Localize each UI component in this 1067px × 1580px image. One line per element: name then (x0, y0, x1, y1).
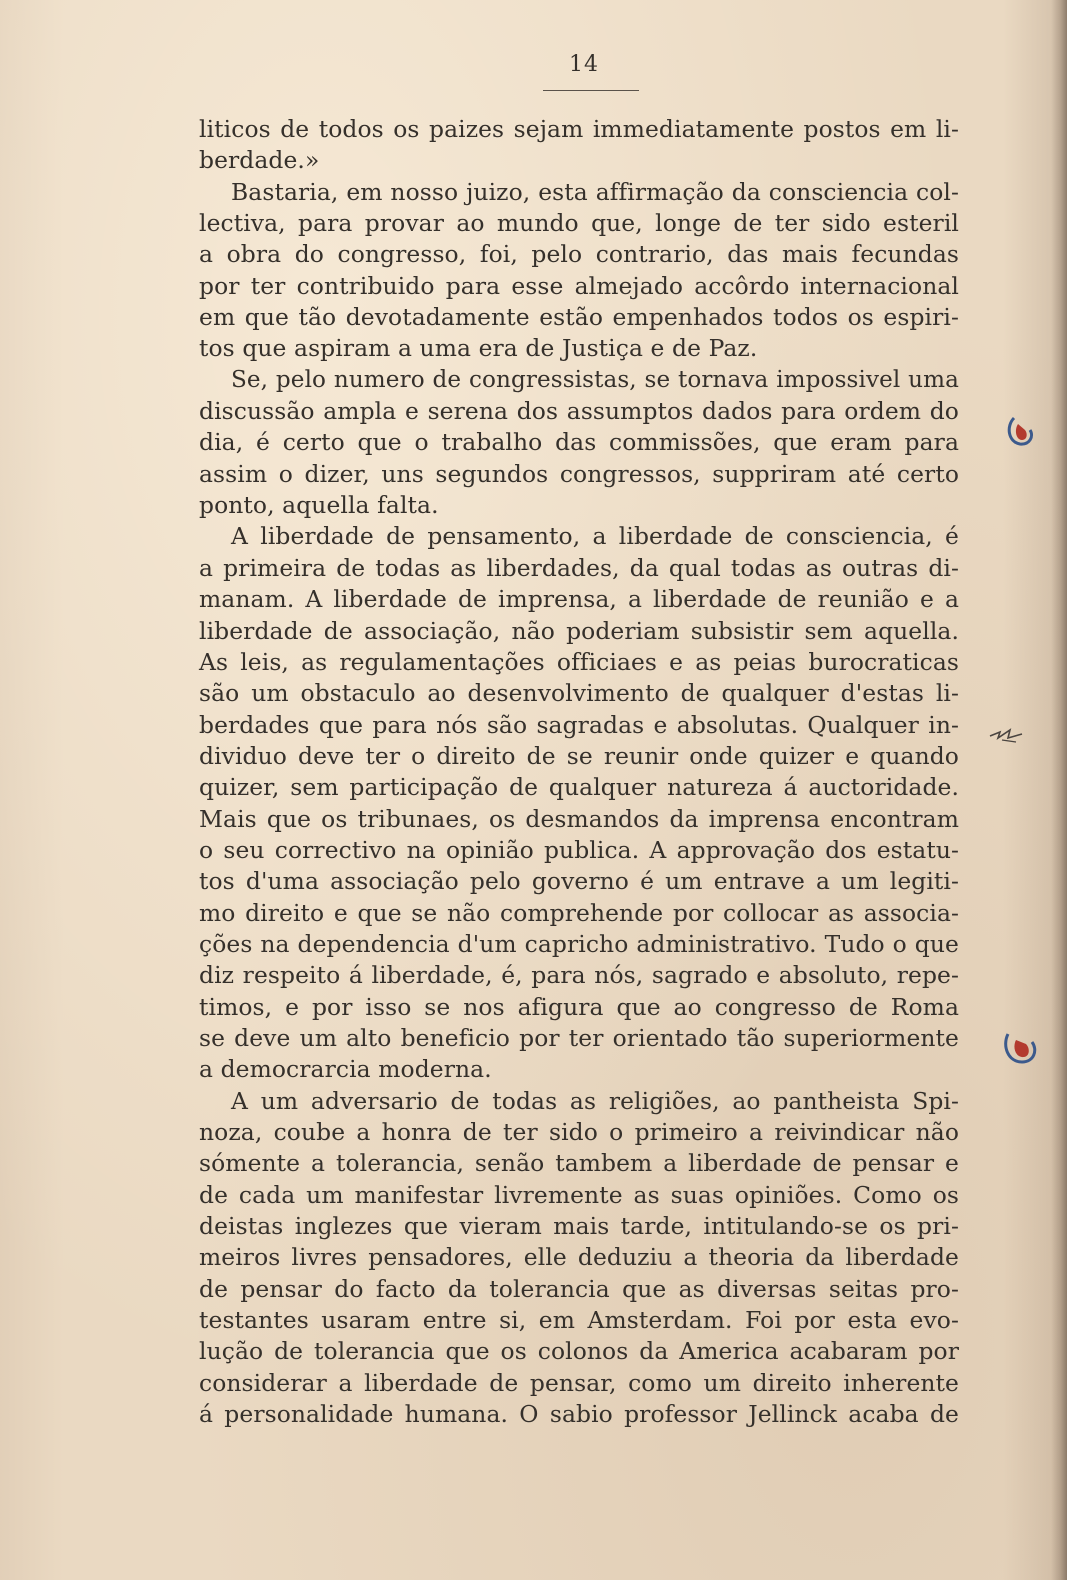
text-line: noza, coube a honra de ter sido o primeiro a reivindicar não (199, 1118, 959, 1146)
text-line: As leis, as regulamentações officiaes e as peias burocraticas (199, 647, 959, 676)
text-line: Mais que os tribunaes, os desmandos da imprensa encontram (199, 804, 959, 833)
text-line: liberdade de associação, não poderiam subsistir sem aquella. (199, 616, 959, 645)
text-line: berdade.» (199, 146, 320, 175)
text-line: considerar a liberdade de pensar, como um direito inherente (199, 1368, 959, 1397)
text-line: mo direito e que se não comprehende por collocar as associa- (199, 898, 959, 927)
text-line: a democrarcia moderna. (199, 1055, 492, 1084)
text-line: lectiva, para provar ao mundo que, longe de ter sido esteril (199, 209, 959, 238)
text-line: A liberdade de pensamento, a liberdade de consciencia, é (231, 522, 959, 551)
margin-mark-icon (1000, 412, 1040, 452)
text-line: a primeira de todas as liberdades, da qual todas as outras di- (199, 553, 959, 582)
text-line: de pensar do facto da tolerancia que as diversas seitas pro- (199, 1274, 959, 1303)
text-line: testantes usaram entre si, em Amsterdam. Foi por esta evo- (199, 1306, 959, 1335)
margin-scribble-icon (988, 724, 1028, 746)
text-line: assim o dizer, uns segundos congressos, suppriram até certo (199, 459, 959, 488)
text-line: ponto, aquella falta. (199, 491, 439, 520)
text-line: em que tão devotadamente estão empenhados todos os espiri- (199, 303, 959, 332)
text-line: sómente a tolerancia, senão tambem a liberdade de pensar e (199, 1149, 959, 1178)
header-rule (543, 90, 639, 91)
text-line: por ter contribuido para esse almejado accôrdo internacional (199, 271, 959, 300)
text-line: diz respeito á liberdade, é, para nós, sagrado e absoluto, repe- (199, 961, 959, 990)
text-line: discussão ampla e serena dos assumptos dados para ordem do (199, 397, 959, 426)
text-line: tos d'uma associação pelo governo é um entrave a um legiti- (199, 867, 959, 896)
text-line: berdades que para nós são sagradas e absolutas. Qualquer in- (199, 710, 959, 739)
text-line: Se, pelo numero de congressistas, se tornava impossivel uma (231, 366, 959, 393)
text-line: á personalidade humana. O sabio professor Jellinck acaba de (199, 1400, 959, 1429)
text-line: meiros livres pensadores, elle deduziu a theoria da liberdade (199, 1243, 959, 1272)
text-line: são um obstaculo ao desenvolvimento de qualquer d'estas li- (199, 679, 959, 708)
text-line: se deve um alto beneficio por ter orientado tão superiormente (199, 1023, 959, 1052)
text-line: Bastaria, em nosso juizo, esta affirmação da consciencia col- (231, 177, 959, 206)
text-line: lução de tolerancia que os colonos da America acabaram por (199, 1337, 959, 1366)
text-line: dia, é certo que o trabalho das commissões, que eram para (199, 428, 959, 457)
body-text (199, 114, 959, 1430)
text-line: quizer, sem participação de qualquer natureza á auctoridade. (199, 773, 959, 802)
text-line: dividuo deve ter o direito de se reunir onde quizer e quando (199, 741, 959, 770)
margin-mark-icon (998, 1024, 1042, 1068)
page-number: 14 (569, 52, 599, 77)
page-edge-shadow (1051, 0, 1067, 1580)
text-line: timos, e por isso se nos afigura que ao congresso de Roma (199, 992, 959, 1021)
text-line: A um adversario de todas as religiões, ao pantheista Spi- (231, 1086, 959, 1115)
text-line: manam. A liberdade de imprensa, a liberdade de reunião e a (199, 585, 959, 614)
text-line: liticos de todos os paizes sejam immediatamente postos em li- (199, 115, 959, 143)
text-line: de cada um manifestar livremente as suas opiniões. Como os (199, 1180, 959, 1209)
text-line: o seu correctivo na opinião publica. A approvação dos estatu- (199, 835, 959, 864)
text-line: deistas inglezes que vieram mais tarde, intitulando-se os pri- (199, 1212, 959, 1241)
text-line: a obra do congresso, foi, pelo contrario, das mais fecundas (199, 240, 959, 269)
text-line: tos que aspiram a uma era de Justiça e de Paz. (199, 334, 758, 363)
text-line: ções na dependencia d'um capricho administrativo. Tudo o que (199, 929, 959, 958)
